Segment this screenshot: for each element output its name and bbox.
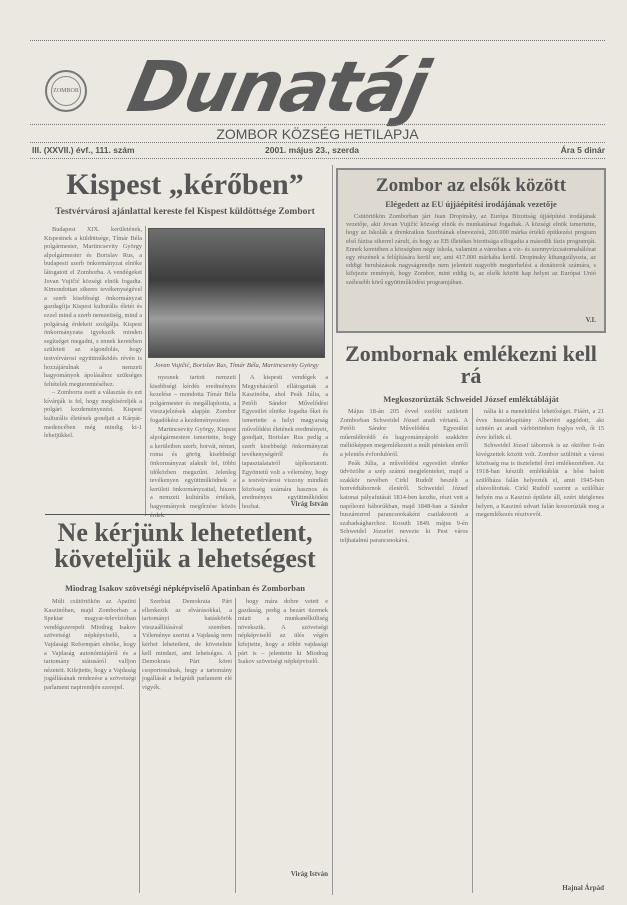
- article4-headline: Ne kérjünk lehetetlent, követeljük a lehetségest: [54, 518, 316, 573]
- rule: [30, 124, 605, 125]
- article2-byline: V.I.: [585, 316, 596, 324]
- rule: [45, 514, 330, 515]
- seal-text: ZOMBOR: [51, 76, 81, 106]
- rule: [30, 142, 605, 143]
- article3-headline: Zombornak emlékezni kell rá: [345, 341, 597, 388]
- column-rule: [235, 598, 236, 893]
- price: Ára 5 dinár: [560, 145, 605, 155]
- article1-headline: Kispest „kérőben”: [66, 168, 304, 201]
- article1-col1: Budapest XIX. kerületének, Kispestnek a küldöttsége, Tímár Béla polgármester, Martincsevity György alpolgármester és Borislav Rus, a budapesti szerb önkormányzat elnöke látogatott el Zomborba. A vendégeket Jovan Vujičić községi elnök fogadta. Kimondottan sikeres tevékenységével a szerb kisebbségi önkormányzat gazdagítja Kispest kulturális életét és ezzel mind a szerb nemzetiség, mind a polgárság érdekeit szolgálja. Kispest önkormányzata igyekszik minden segítséget megadni, s ennek keretében született az elgondolás, hogy testvérvárosi együttműködés révén is hozzájárulnak a nemzeti hagyományok ápolásához szükséges feltételek megteremtéséhez. – Zomborra esett a választás és ezt kívánják is fel, hogy megkíséreljék a polgári kezdeményezést. Kispest kulturális életének gondjait a Kárpát-medencében még mindig ki-1 lehetjükkel.: [44, 226, 142, 440]
- article1-byline: Virág István: [290, 500, 328, 508]
- column-rule: [145, 226, 146, 516]
- article3-col1: Május 18-án 205 évvel ezelőtt született Zomborban Schweidel József aradi vértanú. A Petőfi Sándor Művelődési Egyesület műemlékvédő és hagyományápoló szakköre méltóképpen megemlékezett a múlt pénteken erről a jelentős évfordulóról. Peák Júlia, a művelődési egyesület elnöke üdvözölte a szép számú megjelenteket, majd a szakkör nevében Cirkl Rudolf beszélt a honvédtábornok életéről. Schweidel József katonai pályafutását 1814-ben kezdte, részt vett a napóleoni háborúkban, majd 1848-ban a Sándor huszárezred parancsnokaként csatlakozott a szabadságharchoz. Kosuth 1849. május 9-én Schweidel Józsefet nevezte ki Pest város teljhatalmú parancsnokává.: [340, 408, 468, 544]
- article2-box: [336, 168, 606, 333]
- article3-subhead: Megkoszorúzták Schweidel József emléktábláját: [383, 394, 559, 404]
- rule: [30, 158, 605, 159]
- article3-byline: Hajnal Árpád: [562, 884, 604, 892]
- masthead-subtitle: ZOMBOR KÖZSÉG HETILAPJA: [216, 126, 419, 142]
- article1-photo: [148, 228, 325, 358]
- column-rule: [239, 374, 240, 509]
- article1-col3: A kispesti vendégek a Megyeházáról ellátogattak a Kaszinóba, ahol Peák Júlia, a Petőfi Sándor Művelődési Egyesület elnöke fogadta őket és ismertette a helyi magyarság művelődési életének eredményeit, gondjait, Borislav Rus pedig a szerb kisebbségi önkormányzat tevékenységéről és tapasztalatairól tájékoztatott. Egyöntetű volt a vélemény, hogy a testvérvárosi viszony mindkét közösség számára hasznos és eredményes együttműködést hozhat.: [242, 374, 328, 510]
- article1-col2: nyesnek tartott nemzeti kisebbségi kérdés eredményes kezelése – mondotta Tímár Béla polgármester és megállapította, a visszajelzések alapján Zombor fogadókész a kezdeményezésre. Martincsevity György, Kispest alpolgármestere ismertette, hogy a kerületben szerb, horvát, német, roma és görög kisebbségi önkormányzat alakult fel, többi időközben megszűnt. Jelenleg tevékenyen együttműködnek a kerületi önkormányzattal, hiszen a nemzeti kultúrális értékek, hagyományok megőrzése közös érdek.: [150, 374, 236, 519]
- article1-subhead: Testvérvárosi ajánlattal kereste fel Kispest küldöttsége Zombort: [55, 207, 315, 217]
- article4-byline: Virág István: [290, 870, 328, 878]
- seal-logo: [45, 70, 87, 112]
- article2-subhead: Elégedett az EU újjáépítési irodájának vezetője: [385, 199, 557, 209]
- article4-col2: Szerbiai Demokrata Párt ellenkezik az elvárásokkal, a tartományi hatáskörök visszaállításával szemben. Véleménye szerint a Vajdaság nem kérhet lehetetlent, de követelnie kell mindazt, ami lehetséges. A Demokrata Párt körei csoportosulnak, hogy a tartomány jogállását a belgrádi parlament elé vigyék.: [142, 598, 232, 691]
- issue-date: 2001. május 23., szerda: [265, 145, 360, 155]
- issue-number: III. (XXVII.) évf., 111. szám: [32, 145, 135, 155]
- top-rule: [30, 40, 605, 41]
- article4-col3: hogy mára dobre vetett e gazdaság, pedig a bezárt üzemek miatt a munkanélküliség növekszik. A szövetségi népképviselő az ülés végén kifejtette, hogy a többi vajdasági párt is – jelentette ki Miodrag Isakov szövetségi népképviselő.: [238, 598, 328, 666]
- article4-subhead: Miodrag Isakov szövetségi népképviselő Apatinban és Zomborban: [65, 583, 305, 593]
- article2-body: Csütörtökön Zomborban járt Jean Dropinsky, az Európa Bizottság újjáépítési irodájának vezetője, akit Jovan Vujičić községi elnök és munkatársai fogadtak. A községi elnök ismertette, hogy az Iskolák a drenkraikus Szerbiának elnevezésű, 200.000 márka értékű építkezési program első fázisa sikerrel zárult, és hogy az EB illetékes bizottsága elfogadta a második fázis programját. Ennek keretében a községben négy iskola, valamint a városban a víz- és szennyvízcsatornahálózat egy részének a felújítására kerül sor, ami 417.000 márkába kerül. Dropinsky kihangsúlyozta, az eddigi beruházások nagyságrendje nem jelentett nagyobb megterhelést a donátorok számára, s kifejezte reményét, hogy Zombor, mint eddig is, az elsők között kap helyet az Európai Unió szélesebb körű együttműködési programjában.: [346, 213, 596, 286]
- article4-col1: Múlt csütörtökön az Apatini Kaszinóban, majd Zomborban a Spektar magyar-televízióban vendégszerepelt Miodrag Isakov szövetségi népképviselő, a Vajdasági Reformpárt elnöke, hogy a Vajdaság autonómiájáról és a tartomány státusáról valljon nézeteit. Kifejtette, hogy a Vajdaság jogállásának rendezése a szövetségi parlament napirendjén szerepel.: [44, 598, 136, 691]
- column-rule: [139, 598, 140, 893]
- column-rule: [472, 408, 473, 893]
- photo-caption: Jovan Vujičić, Borislav Rus, Tímár Béla, Martincsevity György: [154, 362, 319, 369]
- article3-col2: nálta ki a menekülési lehetőséget. Fiáért, a 21 éves huszárkapitány Albertért aggódott, aki szintén az aradi várbörtönben foglya volt, őt 15 évre ítélték el. Schweidel József tábornok is az október 6-án kivégzettek között volt. Zombor szülöttét a városi közösség ma is tisztelettel őrzi emlékezetében. Az 1918-ban készült emléktáblát a hősi halott szülőháza falán helyezték el, amit 1945-ben eltávolítottak. Cirkl Rudolf szerint a szülőház helyén ma a Kaszinó épülete áll, ezért ideiglenes helyen, a Kaszinó udvari falán koszorúzták meg a megemlékezés résztvevői.: [476, 408, 604, 519]
- article2-headline: Zombor az elsők között: [375, 175, 567, 196]
- section-rule: [332, 165, 333, 895]
- masthead-title: Dunatáj: [121, 46, 435, 128]
